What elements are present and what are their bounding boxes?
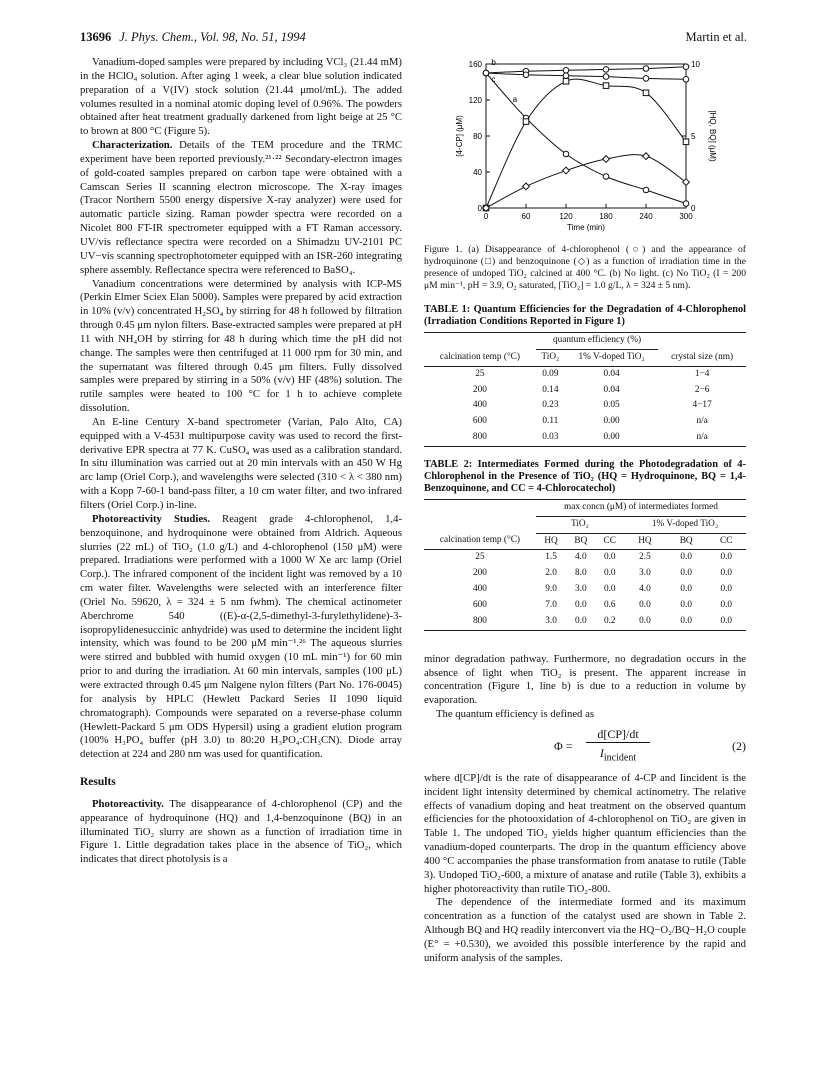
figure-1-chart bbox=[424, 56, 746, 242]
table-cell: 600 bbox=[472, 416, 487, 427]
x-tick-label: 240 bbox=[639, 212, 653, 221]
y-tick-label: 160 bbox=[468, 60, 482, 69]
table-2 bbox=[424, 499, 746, 631]
running-header bbox=[80, 30, 747, 46]
table-header: BQ bbox=[574, 535, 588, 546]
data-point-b bbox=[603, 67, 609, 73]
table-header: calcination temp (°C) bbox=[439, 535, 521, 546]
table-cell: 0.03 bbox=[542, 432, 559, 443]
table-cell: 0.0 bbox=[603, 552, 616, 563]
table-cell: 3.0 bbox=[639, 568, 651, 579]
table-cell: 0.0 bbox=[680, 552, 692, 563]
table-cell: 0.0 bbox=[575, 615, 587, 626]
equation-denominator: I bbox=[599, 745, 604, 760]
table-cell: 800 bbox=[472, 615, 487, 626]
y-tick-label: 40 bbox=[473, 168, 482, 177]
y2-axis-label: [HQ, BQ] (μM) bbox=[708, 110, 717, 162]
series-line-b bbox=[486, 67, 686, 73]
table-cell: 4.0 bbox=[639, 584, 651, 595]
table-cell: 7.0 bbox=[545, 599, 557, 610]
results-heading: Results bbox=[80, 776, 116, 789]
journal-citation: J. Phys. Chem., Vol. 98, No. 51, 1994 bbox=[119, 30, 306, 44]
table-cell: 0.04 bbox=[603, 368, 620, 379]
data-point-c bbox=[523, 72, 529, 78]
table-cell: 0.0 bbox=[575, 599, 587, 610]
table-1 bbox=[424, 332, 746, 447]
table-header: 1% V-doped TiO₂ bbox=[578, 351, 645, 362]
data-point-c bbox=[603, 74, 609, 80]
data-point-BQ bbox=[603, 156, 610, 163]
data-point-b bbox=[563, 68, 569, 74]
data-point-a bbox=[563, 151, 569, 157]
table-row bbox=[424, 398, 746, 414]
data-point-a bbox=[603, 174, 609, 180]
table-header: CC bbox=[720, 535, 733, 546]
table-cell: 2.5 bbox=[639, 552, 651, 563]
equation-2 bbox=[424, 728, 746, 768]
table-row bbox=[424, 366, 746, 382]
table-cell: 0.00 bbox=[603, 432, 620, 443]
table-cell: 400 bbox=[472, 400, 487, 411]
table-cell: 400 bbox=[472, 584, 487, 595]
data-point-b bbox=[643, 66, 649, 72]
table-cell: 0.0 bbox=[603, 584, 616, 595]
y2-tick-label: 10 bbox=[691, 60, 700, 69]
equation-numerator: d[CP]/dt bbox=[586, 728, 650, 743]
authors: Martin et al. bbox=[685, 30, 747, 44]
table-row bbox=[424, 582, 746, 598]
page-number: 13696 bbox=[80, 30, 112, 44]
table-cell: 4−17 bbox=[692, 400, 712, 411]
data-point-a bbox=[683, 201, 689, 207]
data-point-BQ bbox=[683, 179, 690, 186]
paragraph: The disappearance of 4-chlorophenol (CP) and the appearance of hydroquinone (HQ) and 1,4-benzoquinone (BQ) in an illuminated TiO₂ slurry are shown as a function of irradiation time in Figure 1. Little degradation takes place in the absence of TiO₂, which indicates that direct photolysis is a bbox=[80, 797, 402, 866]
table-cell: 0.14 bbox=[542, 384, 559, 395]
table-cell: 0.05 bbox=[603, 400, 620, 411]
table-cell: 3.0 bbox=[575, 584, 587, 595]
table-header: HQ bbox=[638, 535, 652, 546]
left-column bbox=[80, 56, 402, 867]
table-cell: 0.0 bbox=[720, 599, 733, 610]
table-cell: 0.0 bbox=[720, 584, 733, 595]
table-row bbox=[424, 598, 746, 614]
y-tick-label: 80 bbox=[473, 132, 482, 141]
table-cell: 0.0 bbox=[680, 615, 692, 626]
data-point-b bbox=[683, 64, 689, 70]
table-header: crystal size (nm) bbox=[671, 351, 734, 362]
equation-denominator-sub: incident bbox=[603, 752, 637, 764]
table-cell: 0.0 bbox=[720, 615, 733, 626]
data-point-BQ bbox=[643, 153, 650, 160]
table-cell: n/a bbox=[696, 432, 708, 443]
table-header: calcination temp (°C) bbox=[439, 351, 520, 362]
paragraph: Reagent grade 4-chlorophenol, 1,4-benzoquinone, and hydroquinone were obtained from Aldrich. Aqueous slurries (22 mL) of TiO₂ (1.0 g/L) and 4-chlorophenol (150 μM) were prepared. Irradiations were performed with a 1000 W Xe arc lamp (Oriel Corp.). The infrared component of the incident light was removed by a 10 cm water filter. Wavelengths were selected with an interference filter (Oriel No. 59620, λ = 324 ± 5 nm fwhm). The chemical actinometer Aberchrome 540 ((E)-α-(2,5-dimethyl-3-furylethylidene)-3-isopropylidenesuccinic anhydride) was used to determine the incident light intensity, which was found to be 200 μM min⁻¹.²⁶ The aqueous slurries were stirred and bubbled with humid oxygen (10 mL min⁻¹) for 60 min prior to and during the irradiation. At 60 min intervals, samples (100 μL) were extracted through 0.45 μm Nalgene nylon filters (Part No. 176-0045) for analysis by HPLC (Hewlett Packard Series II 1090 liquid chromatograph). Compounds were separated on a reverse-phase column (Hewlett-Packard 5 μm ODS Hypersil) using a gradient elution program (100% H₃PO₄ buffer (pH 3.0) to 80:20 H₃PO₄:CH₃CN). Diode array detection at 224 and 280 nm was used for quantification. bbox=[80, 512, 403, 761]
right-column bbox=[424, 56, 746, 966]
data-point-HQ bbox=[523, 119, 529, 125]
x-tick-label: 120 bbox=[559, 212, 573, 221]
table-cell: 200 bbox=[472, 568, 487, 579]
section-heading: Characterization. bbox=[92, 139, 173, 152]
paragraph: Vanadium concentrations were determined by analysis with ICP-MS (Perkin Elmer Sciex Elan 5000). Samples were prepared by acid extraction in 10% (v/v) concentrated H₂SO₄ by stirring for 48 h followed by filtration through 0.45 μm nylon filters. Base-extracted samples were prepared at pH 11 with NH₄OH by stirring for 48 h during which time the pH did not change. The samples were then centrifuged at 11 000 rpm for 30 min, and the supernatant was filtered through 0.45 μm filters. Fully dissolved samples were prepared by stirring in a 50% (v/v) HF (48%) solution. The rutile samples were heated to 100 °C for 1 h to achieve complete dissolution. bbox=[80, 277, 402, 415]
section-heading: Photoreactivity Studies. bbox=[92, 512, 210, 525]
table-row bbox=[424, 566, 746, 582]
table-cell: 0.0 bbox=[720, 568, 733, 579]
y2-tick-label: 0 bbox=[691, 204, 696, 213]
table-header: HQ bbox=[544, 535, 558, 546]
table-group-header: max concn (μM) of intermediates formed bbox=[536, 499, 746, 516]
curve-annotation: c bbox=[491, 75, 496, 84]
table-group-header: quantum efficiency (%) bbox=[536, 333, 658, 350]
series-line-BQ bbox=[486, 155, 686, 208]
table-header: TiO₂ bbox=[541, 351, 560, 362]
table-cell: 8.0 bbox=[575, 568, 587, 579]
equation-lhs: Φ = bbox=[554, 738, 573, 753]
table-cell: 0.23 bbox=[542, 400, 559, 411]
table-cell: 2.0 bbox=[545, 568, 557, 579]
table-subgroup-header: TiO₂ bbox=[536, 516, 624, 533]
table-cell: 0.0 bbox=[639, 615, 651, 626]
data-point-HQ bbox=[643, 90, 649, 96]
series-line-c bbox=[486, 73, 686, 79]
data-point-HQ bbox=[603, 83, 609, 89]
table-cell: n/a bbox=[696, 416, 708, 427]
table-cell: 0.6 bbox=[603, 599, 616, 610]
data-point-BQ bbox=[563, 167, 570, 174]
table-cell: 4.0 bbox=[575, 552, 587, 563]
table-header: BQ bbox=[679, 535, 693, 546]
table-2-title: TABLE 2: Intermediates Formed during the Photodegradation of 4-Chlorophenol in the Presence of TiO₂ (HQ = Hydroquinone, BQ = 1,4-Benzoquinone, and CC = 4-Chlorocatechol) bbox=[424, 458, 746, 494]
x-axis-label: Time (min) bbox=[567, 223, 605, 232]
table-row bbox=[424, 550, 746, 566]
table-cell: 0.00 bbox=[603, 416, 620, 427]
table-cell: 0.0 bbox=[720, 552, 733, 563]
table-cell: 0.0 bbox=[680, 568, 692, 579]
table-cell: 0.0 bbox=[603, 568, 616, 579]
plot-frame bbox=[486, 64, 686, 208]
table-cell: 200 bbox=[472, 384, 487, 395]
table-cell: 1−4 bbox=[694, 368, 710, 379]
table-row bbox=[424, 383, 746, 399]
table-row bbox=[424, 614, 746, 630]
data-point-c bbox=[563, 73, 569, 79]
table-cell: 0.11 bbox=[542, 416, 559, 427]
table-subgroup-header: 1% V-doped TiO₂ bbox=[624, 516, 746, 533]
curve-annotation: a bbox=[512, 94, 518, 104]
table-cell: 0.04 bbox=[603, 384, 620, 395]
data-point-a bbox=[483, 70, 489, 76]
table-1-title: TABLE 1: Quantum Efficiencies for the Degradation of 4-Chlorophenol (Irradiation Conditions Reported in Figure 1) bbox=[424, 304, 746, 327]
figure-caption: Figure 1. (a) Disappearance of 4-chlorophenol (○) and the appearance of hydroquinone (□) and benzoquinone (◇) as a function of irradiation time in the presence of undoped TiO₂ calcined at 400 °C. (b) No light. (c) No TiO₂ (I = 200 μM min⁻¹, pH = 3.9, O₂ saturated, [TiO₂] = 1.0 g/L, λ = 324 ± 5 nm). bbox=[424, 244, 746, 291]
table-cell: 25 bbox=[475, 368, 485, 379]
table-header: CC bbox=[603, 535, 616, 546]
table-cell: 0.0 bbox=[639, 599, 651, 610]
x-tick-label: 0 bbox=[483, 212, 489, 221]
paragraph: An E-line Century X-band spectrometer (Varian, Palo Alto, CA) equipped with a V-4531 multipurpose cavity was used to record the first-derivative EPR spectra at 77 K. CuSO₄ was used as a calibration standard. In situ illumination was carried out at 20 min intervals with an 450 W Hg arc lamp (Oriel Corp.), and wavelengths were selected (310 < λ < 380 nm) with a Kopp 7-60-1 band-pass filter, a 10 cm water filter, and two infrared filters (Oriel Corp.) in-line. bbox=[80, 415, 402, 511]
table-cell: 1.5 bbox=[545, 552, 557, 563]
paragraph: Vanadium-doped samples were prepared by including VCl₃ (21.44 mM) in the HClO₄ solution. After aging 1 week, a clear blue solution indicated preparation of a V(IV) stock solution (21.44 μmol/mL). The added volumes resulted in a nominal atomic doping level of 0.96%. The powders obtained after heat treatment gradually darkened from light beige at 25 °C to brown at 800 °C (Figure 5). bbox=[80, 56, 402, 138]
data-point-c bbox=[643, 76, 649, 82]
curve-annotation: b bbox=[491, 57, 496, 67]
table-cell: 0.0 bbox=[680, 584, 692, 595]
table-cell: 25 bbox=[475, 552, 485, 563]
y2-tick-label: 5 bbox=[691, 132, 696, 141]
table-cell: 3.0 bbox=[545, 615, 557, 626]
y-axis-label: [4-CP] (μM) bbox=[455, 115, 464, 157]
paragraph: minor degradation pathway. Furthermore, no degradation occurs in the absence of light when TiO₂ is present. The apparent increase in concentration (Figure 1, line b) is due to a reduction in volume by evaporation. bbox=[424, 652, 746, 707]
data-point-BQ bbox=[523, 183, 530, 190]
figure-1 bbox=[424, 56, 746, 242]
x-tick-label: 60 bbox=[521, 212, 531, 221]
table-cell: 600 bbox=[472, 599, 487, 610]
x-tick-label: 300 bbox=[679, 212, 693, 221]
table-cell: 800 bbox=[472, 432, 487, 443]
paragraph: Details of the TEM procedure and the TRMC experiment have been reported previously.²¹·²² Secondary-electron images of gold-coated samples prepared on carbon tape were obtained with a Camscan Series II scanning electron microscope. The X-ray images (Tracor Northern 5500 energy dispersive X-ray analyzer) were used for automatic particle sizing. Raman powder spectra were recorded on a Nicolet 800 FT-IR spectrometer equipped with a FT Raman accessory. UV/vis reflectance spectra were recorded on a Shimadzu UV-2101 PC UV−vis scanning spectrophotometer equipped with an ISR-260 integrating sphere assembly. Reflectance spectra were referenced to BaSO₄. bbox=[80, 139, 402, 276]
x-tick-label: 180 bbox=[599, 212, 613, 221]
data-point-a bbox=[643, 187, 649, 193]
paragraph: The dependence of the intermediate formed and its maximum concentration as a function of the catalyst used are shown in Table 2. Although BQ and HQ readily interconvert via the HQ−O₂/BQ−H₂O couple (E° = +0.530), we avoided this possible interference by the rapid and uniform analysis of the samples. bbox=[424, 896, 746, 964]
y-tick-label: 0 bbox=[477, 204, 482, 213]
table-cell: 0.0 bbox=[680, 599, 692, 610]
series-line-a bbox=[486, 73, 686, 204]
y-tick-label: 120 bbox=[468, 96, 482, 105]
table-row bbox=[424, 430, 746, 446]
equation-number: (2) bbox=[732, 738, 746, 753]
paragraph: The quantum efficiency is defined as bbox=[436, 708, 594, 721]
table-cell: 0.09 bbox=[542, 368, 559, 379]
table-2-body bbox=[424, 550, 746, 630]
table-row bbox=[424, 414, 746, 430]
paragraph: where d[CP]/dt is the rate of disappearance of 4-CP and Iincident is the incident light intensity determined by chemical actinometry. The relative effects of vanadium doping and heat treatment on the observed quantum efficiencies for the photooxidation of 4-chlorophenol on TiO₂ are given in Table 1. The undoped TiO₂ yields higher quantum efficiencies than the vanadium-doped counterparts. The drop in the quantum efficiency above 400 °C accompanies the phase transformation from anatase to rutile (Table 3). Undoped TiO₂-600, a mixture of anatase and rutile (Table 3), exhibits a higher photoreactivity than rutile TiO₂-800. bbox=[424, 771, 746, 895]
section-heading: Photoreactivity. bbox=[92, 797, 164, 810]
data-point-HQ bbox=[683, 139, 689, 145]
table-cell: 9.0 bbox=[545, 584, 557, 595]
table-cell: 2−6 bbox=[694, 384, 710, 395]
data-point-HQ bbox=[563, 78, 569, 84]
table-1-body bbox=[424, 366, 746, 446]
table-cell: 0.2 bbox=[603, 615, 616, 626]
data-point-c bbox=[683, 77, 689, 83]
